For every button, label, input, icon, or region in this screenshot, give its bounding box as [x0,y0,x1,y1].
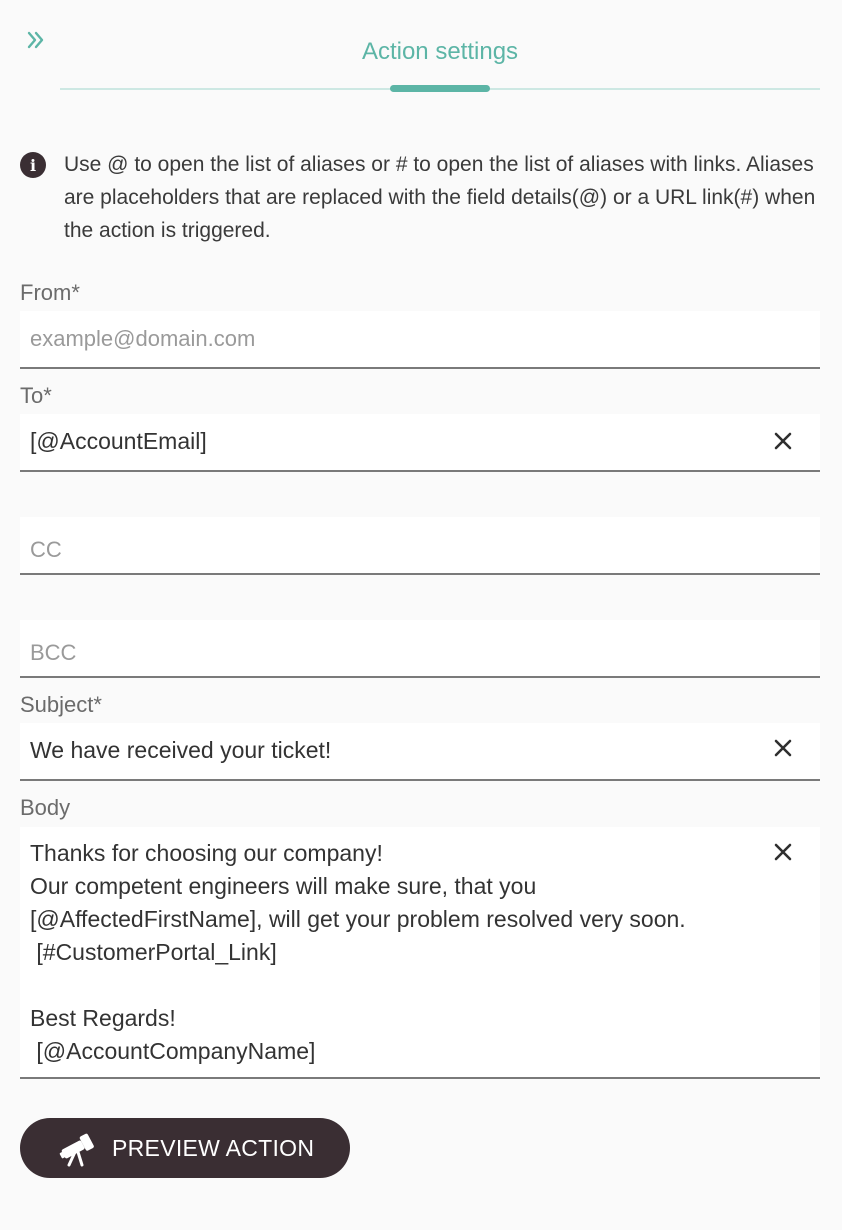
clear-to-icon[interactable] [770,428,796,454]
tab-label: Action settings [361,38,519,65]
subject-field[interactable] [20,723,820,781]
from-field[interactable] [20,311,820,369]
body-label: Body [20,795,71,820]
alias-info-note [20,148,820,247]
from-label: From* [20,280,80,305]
tab-action-settings[interactable] [340,30,540,90]
bcc-field[interactable] [20,620,820,678]
to-field[interactable] [20,414,820,472]
clear-body-icon[interactable] [770,839,796,865]
body-value: Thanks for choosing our company! Our competent engineers will make sure, that you [@AffectedFirstName], will get your problem resolved very soon. [#CustomerPortal_Link] Best Regards! [@AccountCompanyName] [30,840,686,1064]
tab-bar [60,30,820,90]
to-label: To* [20,383,52,408]
body-field[interactable] [20,827,820,1079]
bcc-placeholder: BCC [30,640,77,665]
active-tab-indicator [390,85,490,92]
info-text: Use @ to open the list of aliases or # to open the list of aliases with links. Aliases are placeholders that are replaced with the field details(@) or a URL link(#) when the action is triggered. [64,153,816,242]
telescope-icon [58,1128,98,1168]
info-icon: i [20,152,46,178]
cc-placeholder: CC [30,537,62,562]
preview-action-button[interactable] [20,1118,350,1178]
double-chevron-right-icon[interactable] [24,28,48,52]
preview-action-label: PREVIEW ACTION [112,1134,315,1161]
clear-subject-icon[interactable] [770,735,796,761]
from-placeholder: example@domain.com [30,326,256,351]
subject-label: Subject* [20,692,102,717]
subject-value: We have received your ticket! [30,737,332,763]
to-value: [@AccountEmail] [30,428,207,454]
cc-field[interactable] [20,517,820,575]
